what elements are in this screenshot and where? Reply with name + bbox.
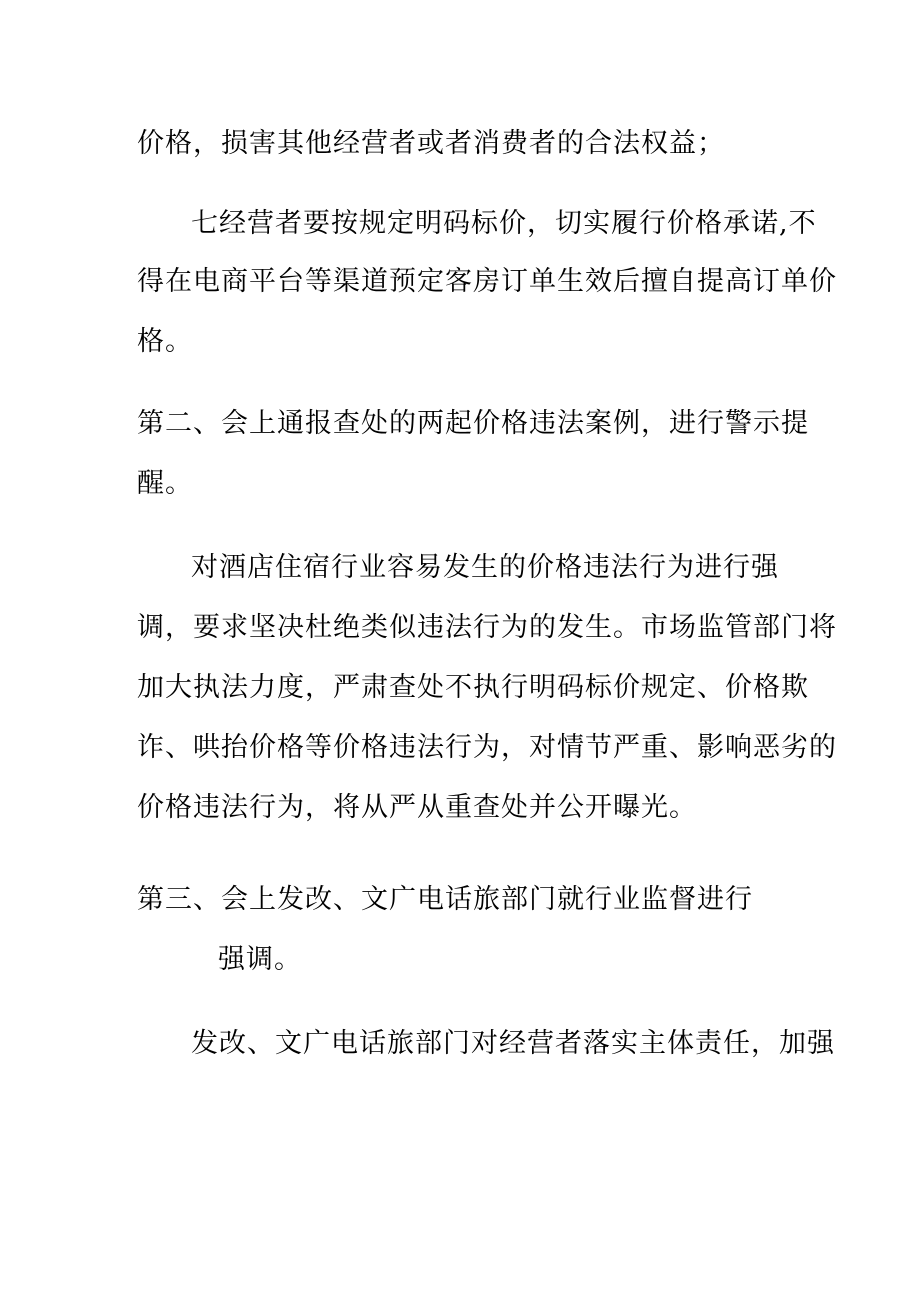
text-line: 七经营者要按规定明码标价，切实履行价格承诺,不 bbox=[191, 208, 817, 239]
text-line: 格。 bbox=[137, 326, 193, 357]
text-line: 价格，损害其他经营者或者消费者的合法权益； bbox=[137, 128, 725, 159]
section-heading: 第三、会上发改、文广电话旅部门就行业监督进行 bbox=[137, 884, 753, 915]
section-heading: 第二、会上通报查处的两起价格违法案例，进行警示提 bbox=[137, 408, 809, 439]
text-line: 对酒店住宿行业容易发生的价格违法行为进行强 bbox=[191, 552, 779, 583]
section-heading: 醒。 bbox=[137, 468, 193, 499]
text-line: 价格违法行为，将从严从重查处并公开曝光。 bbox=[137, 792, 697, 823]
text-line: 调，要求坚决杜绝类似违法行为的发生。市场监管部门将 bbox=[137, 612, 837, 643]
section-heading: 强调。 bbox=[218, 944, 302, 975]
text-line: 发改、文广电话旅部门对经营者落实主体责任，加强 bbox=[191, 1028, 835, 1059]
text-line: 得在电商平台等渠道预定客房订单生效后擅自提高订单价 bbox=[137, 266, 837, 297]
text-line: 诈、哄抬价格等价格违法行为，对情节严重、影响恶劣的 bbox=[137, 732, 837, 763]
text-line: 加大执法力度，严肃查处不执行明码标价规定、价格欺 bbox=[137, 672, 809, 703]
